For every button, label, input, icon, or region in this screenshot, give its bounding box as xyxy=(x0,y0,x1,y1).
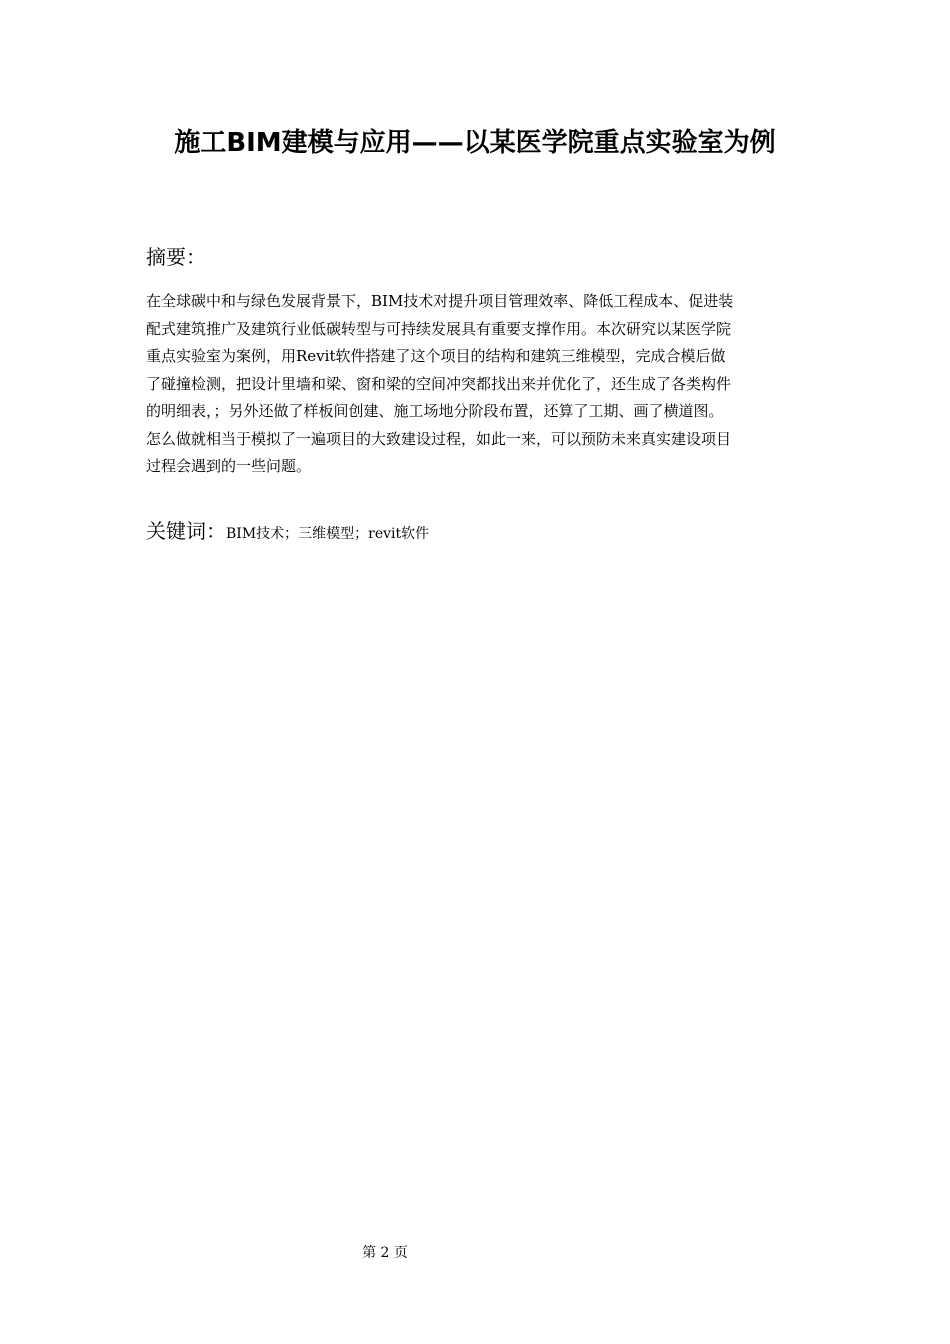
abstract-line: 过程会遇到的一些问题。 xyxy=(146,457,312,475)
keywords xyxy=(146,516,429,549)
keywords-value: BIM技术；三维模型；revit软件 xyxy=(226,526,430,542)
page-number: 第 2 页 xyxy=(362,1245,408,1261)
abstract-line: 怎么做就相当于模拟了一遍项目的大致建设过程，如此一来，可以预防未来真实建设项目 xyxy=(146,429,732,448)
abstract-line: 了碰撞检测，把设计里墙和梁、窗和梁的空间冲突都找出来并优化了，还生成了各类构件 xyxy=(146,374,732,393)
document-title: 施工BIM建模与应用——以某医学院重点实验室为例 xyxy=(174,128,776,158)
abstract-line: 重点实验室为案例，用Revit软件搭建了这个项目的结构和建筑三维模型，完成合模后做 xyxy=(146,347,726,365)
abstract-line: 在全球碳中和与绿色发展背景下，BIM技术对提升项目管理效率、降低工程成本、促进装 xyxy=(146,292,734,310)
abstract-line: 配式建筑推广及建筑行业低碳转型与可持续发展具有重要支撑作用。本次研究以某医学院 xyxy=(146,319,732,338)
abstract-body xyxy=(146,288,806,481)
keywords-label: 关键词： xyxy=(146,519,226,543)
abstract-heading: 摘要： xyxy=(146,245,206,269)
abstract-line: 的明细表，；另外还做了样板间创建、施工场地分阶段布置，还算了工期、画了横道图。 xyxy=(146,402,724,420)
